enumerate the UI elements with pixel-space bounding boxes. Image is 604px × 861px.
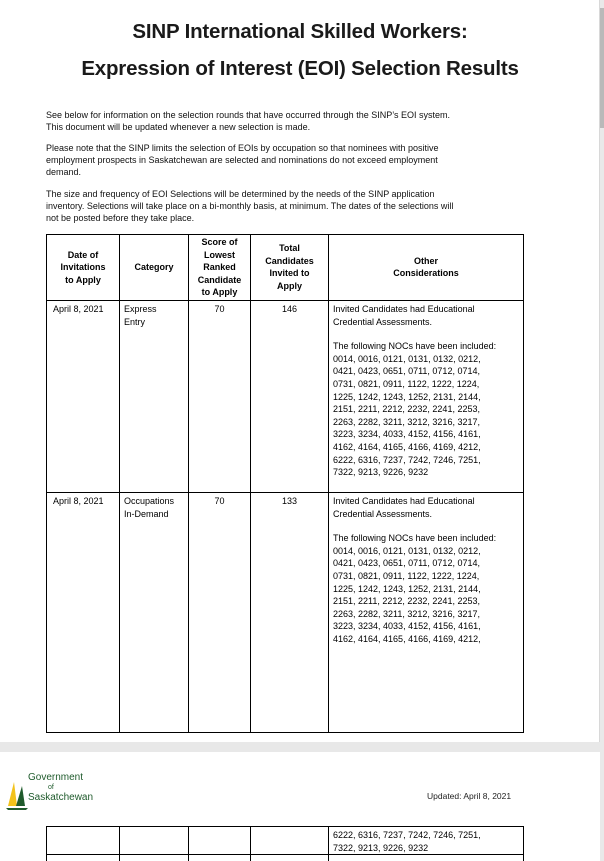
header-category: Category xyxy=(120,235,189,301)
vertical-scrollbar[interactable] xyxy=(600,0,604,861)
header-other: Other Considerations xyxy=(329,235,524,301)
frequency-line: not be posted before they take place. xyxy=(46,213,195,223)
wordmark-line: Saskatchewan xyxy=(28,792,94,803)
table-row xyxy=(47,827,524,855)
cell-total: 146 xyxy=(251,300,329,492)
table-header-row xyxy=(47,235,524,301)
cell-other-considerations: Invited Candidates had Educational Credential Assessments. The following NOCs have been included: 0014, 0016, 0121, 0131, 0132, 0212, 0421, 0423, 0651, 0711, 0712, 0714, 0731, 0821, 0911, 1122, 1222, 1224, 1225, 1242, 1243, 1252, 2131, 2144, 2151, 2211, 2212, 2232, 2241, 2253, 2263, 2282, 3211, 3212, 3216, 3217, 3223, 3234, 4033, 4152, 4156, 4161, 4162, 4164, 4165, 4166, 4169, 4212, 6222, 6316, 7237, 7242, 7246, 7251, 7322, 9213, 9226, 9232 xyxy=(329,300,524,492)
table-row xyxy=(47,300,524,492)
document-page-2 xyxy=(0,752,600,861)
cell-total: 133 xyxy=(251,492,329,732)
frequency-line: inventory. Selections will take place on a bi-monthly basis, at minimum. The dates of the selections will xyxy=(46,201,454,211)
cell-category: Express Entry xyxy=(120,300,189,492)
header-total: Total Candidates Invited to Apply xyxy=(251,235,329,301)
limits-paragraph xyxy=(46,142,536,178)
intro-line: See below for information on the selection rounds that have occurred through the SINP’s EOI system. xyxy=(46,110,451,120)
cell-date: April 8, 2021 xyxy=(47,492,120,732)
scrollbar-thumb[interactable] xyxy=(600,8,604,128)
intro-line: This document will be updated whenever a new selection is made. xyxy=(46,122,311,132)
cell-other-considerations: 6222, 6316, 7237, 7242, 7246, 7251, 7322, 9213, 9226, 9232 xyxy=(329,827,524,855)
page-gap xyxy=(0,742,600,752)
cell-other-considerations: Invited Candidates had Educational Credential Assessments. The following NOCs have been included: 0014, 0016, 0121, 0131, 0132, 0212, 0421, 0423, 0651, 0711, 0712, 0714, 0731, 0821, 0911, 1122, 1222, 1224, 1225, 1242, 1243, 1252, 2131, 2144, 2151, 2211, 2212, 2232, 2241, 2253, 2263, 2282, 3211, 3212, 3216, 3217, 3223, 3234, 4033, 4152, 4156, 4161, 4162, 4164, 4165, 4166, 4169, 4212, xyxy=(329,492,524,732)
wordmark-line: Government xyxy=(28,772,84,783)
cell-score: 70 xyxy=(189,492,251,732)
continued-table xyxy=(46,826,524,861)
cell-date: April 8, 2021 xyxy=(47,300,120,492)
cell-score: 70 xyxy=(189,300,251,492)
limits-line: Please note that the SINP limits the selection of EOIs by occupation so that nominees with positive xyxy=(46,143,439,153)
table-row xyxy=(47,492,524,732)
updated-date: Updated: April 8, 2021 xyxy=(427,791,512,801)
intro-paragraph xyxy=(46,109,536,133)
government-wordmark xyxy=(28,772,93,804)
table-row xyxy=(47,855,524,861)
frequency-paragraph xyxy=(46,188,536,224)
limits-line: demand. xyxy=(46,167,82,177)
header-score: Score of Lowest Ranked Candidate to Apply xyxy=(189,235,251,301)
limits-line: employment prospects in Saskatchewan are selected and nominations do not exceed employment xyxy=(46,155,438,165)
document-title-line-1: SINP International Skilled Workers: xyxy=(132,20,468,43)
header-date: Date of Invitations to Apply xyxy=(47,235,120,301)
wordmark-of: of xyxy=(48,784,54,791)
selection-results-table xyxy=(46,234,524,733)
document-title-line-2: Expression of Interest (EOI) Selection Results xyxy=(81,57,519,80)
frequency-line: The size and frequency of EOI Selections will be determined by the needs of the SINP application xyxy=(46,189,435,199)
cell-category: Occupations In-Demand xyxy=(120,492,189,732)
